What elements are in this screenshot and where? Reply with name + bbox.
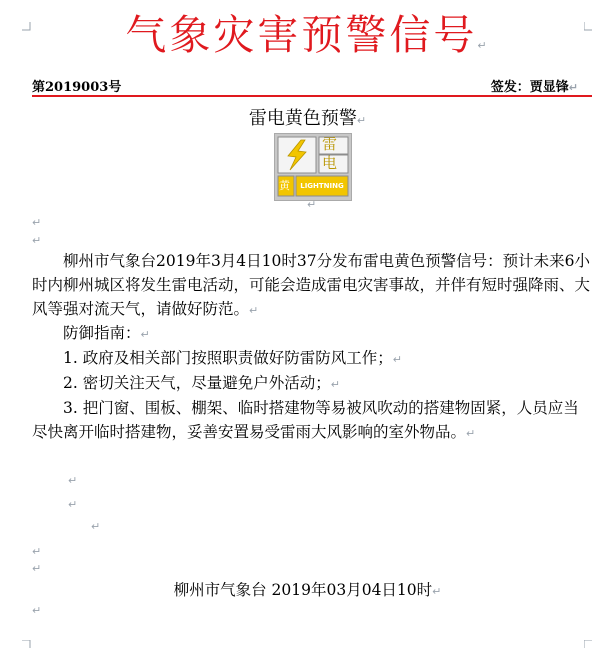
paragraph-mark: ↵ — [432, 585, 442, 598]
alert-title: 雷电黄色预警↵ — [248, 108, 367, 129]
paragraph-mark: ↵ — [32, 562, 42, 575]
guide-heading: 防御指南：↵ — [63, 324, 150, 342]
guide-item: 1. 政府及相关部门按照职责做好防雷防风工作；↵ — [63, 349, 402, 367]
document-number: 第2019003号 — [32, 80, 122, 95]
icon-char-top: 雷 — [322, 135, 338, 153]
guide-item: 3. 把门窗、围板、棚架、临时搭建物等易被风吹动的搭建物固紧，人员应当尽快离开临时搭建物，妥善安置易受雷雨大风影响的室外物品。↵ — [32, 399, 579, 441]
paragraph-mark: ↵ — [249, 304, 259, 317]
signer-name: 贾显锋 — [529, 80, 569, 95]
crop-mark-bottom-left — [22, 640, 31, 649]
document-title: 气象灾害预警信号↵ — [125, 11, 490, 59]
paragraph-mark: ↵ — [32, 216, 42, 229]
intro-paragraph: 柳州市气象台2019年3月4日10时37分发布雷电黄色预警信号：预计未来6小时内柳州城区将发生雷电活动，可能会造成雷电灾害事故，并伴有短时强降雨、大风等强对流天气，请做好防范。↵ — [32, 252, 591, 318]
paragraph-mark: ↵ — [32, 604, 42, 617]
icon-char-mid: 电 — [322, 154, 338, 172]
paragraph-mark: ↵ — [307, 198, 317, 211]
paragraph-mark: ↵ — [140, 328, 150, 341]
paragraph-mark: ↵ — [32, 234, 42, 247]
paragraph-mark: ↵ — [330, 378, 340, 391]
paragraph-mark: ↵ — [466, 427, 476, 440]
icon-caption: LIGHTNING — [300, 182, 344, 190]
icon-char-bottom: 黄 — [279, 179, 290, 192]
paragraph-mark: ↵ — [356, 114, 367, 127]
header-rule — [32, 95, 592, 97]
paragraph-mark: ↵ — [91, 520, 101, 533]
paragraph-mark: ↵ — [392, 353, 402, 366]
crop-mark-bottom-right — [584, 640, 593, 649]
guide-item: 2. 密切关注天气，尽量避免户外活动；↵ — [63, 374, 340, 392]
signer-line — [491, 76, 578, 95]
lightning-yellow-warning-icon — [274, 133, 352, 201]
signer-label: 签发： — [490, 80, 530, 95]
paragraph-mark: ↵ — [68, 498, 78, 511]
paragraph-mark: ↵ — [568, 81, 578, 94]
paragraph-mark: ↵ — [68, 474, 78, 487]
paragraph-mark: ↵ — [32, 545, 42, 558]
paragraph-mark: ↵ — [477, 39, 490, 52]
footer-signature: 柳州市气象台 2019年03月04日10时↵ — [173, 581, 442, 599]
